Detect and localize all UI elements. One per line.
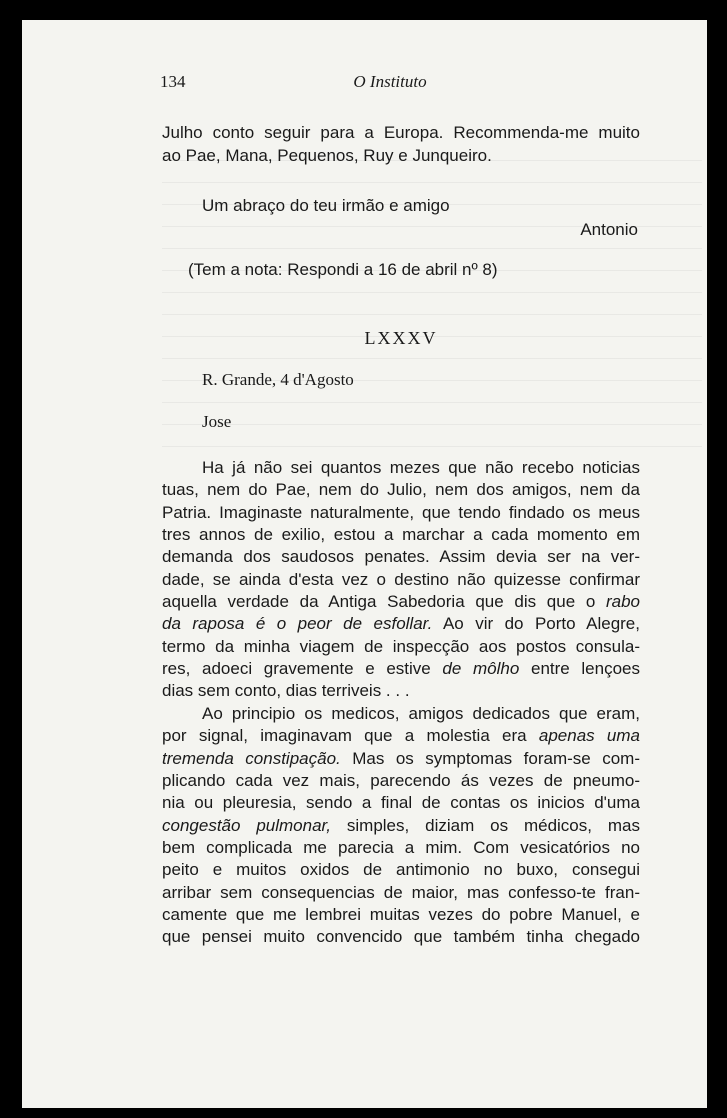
letter-number: LXXXV	[364, 328, 438, 348]
text-line	[162, 748, 640, 770]
text-line: que pensei muito convencido que também tinha chegado	[162, 927, 640, 947]
text-segment: Mas os symptomas foram-se com-	[352, 748, 640, 768]
text-line: bem complicada me parecia a mim. Com vesicatórios no	[162, 838, 640, 858]
italic-segment: tremenda constipação.	[162, 748, 341, 768]
page-header	[160, 72, 630, 98]
book-page	[22, 20, 707, 1108]
text-line: arribar sem consequencias de maior, mas confesso-te fran-	[162, 882, 640, 902]
paragraph-1	[162, 457, 640, 703]
page-number: 134	[160, 72, 186, 91]
text-line: Ao principio os medicos, amigos dedicados que eram,	[202, 704, 640, 723]
running-title: O Instituto	[353, 72, 427, 91]
text-line	[162, 658, 640, 680]
place-date: R. Grande, 4 d'Agosto	[202, 370, 354, 389]
text-segment: Ao vir do Porto Alegre,	[442, 614, 640, 634]
salutation: Jose	[202, 412, 232, 431]
reply-note: (Tem a nota: Respondi a 16 de abril nº 8)	[188, 260, 498, 279]
text-line: termo da minha viagem de inspecção aos postos consula-	[162, 636, 640, 656]
text-line: dias sem conto, dias terriveis . . .	[162, 681, 410, 701]
text-line	[162, 725, 640, 747]
text-line: tuas, nem do Pae, nem do Julio, nem dos amigos, nem da	[162, 480, 640, 500]
text-line: Ha já não sei quantos mezes que não recebo noticias	[202, 458, 640, 477]
italic-segment: apenas uma	[538, 726, 640, 746]
text-line: plicando cada vez mais, parecendo ás vezes de pneumo-	[162, 771, 640, 791]
closing-embrace: Um abraço do teu irmão e amigo	[202, 196, 450, 215]
opening-line-2: ao Pae, Mana, Pequenos, Ruy e Junqueiro.	[162, 146, 492, 165]
text-line	[162, 613, 640, 635]
signature: Antonio	[580, 220, 638, 239]
paragraph-2	[162, 703, 640, 949]
text-line: peito e muitos oxidos de antimonio no buxo, consegui	[162, 860, 640, 880]
text-line	[162, 815, 640, 837]
text-segment: por signal, imaginavam que a molestia era	[162, 726, 527, 746]
text-line: demanda dos saudosos penates. Assim devia ser na ver-	[162, 547, 640, 567]
text-line: Patria. Imaginaste naturalmente, que tendo findado os meus	[162, 502, 640, 522]
opening-line-1: Julho conto seguir para a Europa. Recommenda-me muito	[162, 123, 640, 142]
italic-segment: de môlho	[442, 659, 520, 679]
text-segment: simples, diziam os médicos, mas	[346, 815, 640, 835]
text-line	[162, 591, 640, 613]
text-segment: aquella verdade da Antiga Sabedoria que dis que o	[162, 592, 596, 612]
italic-segment: rabo	[605, 592, 640, 612]
text-line: camente que me lembrei muitas vezes do pobre Manuel, e	[162, 905, 640, 925]
italic-segment: da raposa é o peor de esfollar.	[162, 614, 433, 634]
text-segment: entre lençoes	[530, 659, 640, 679]
text-segment: res, adoeci gravemente e estive	[162, 659, 431, 679]
italic-segment: congestão pulmonar,	[162, 815, 331, 835]
text-line: nia ou pleuresia, sendo a final de contas os inicios d'uma	[162, 793, 640, 813]
text-line: tres annos de exilio, estou a marchar a cada momento em	[162, 525, 640, 545]
text-line: dade, se ainda d'esta vez o destino não quizesse confirmar	[162, 569, 640, 589]
